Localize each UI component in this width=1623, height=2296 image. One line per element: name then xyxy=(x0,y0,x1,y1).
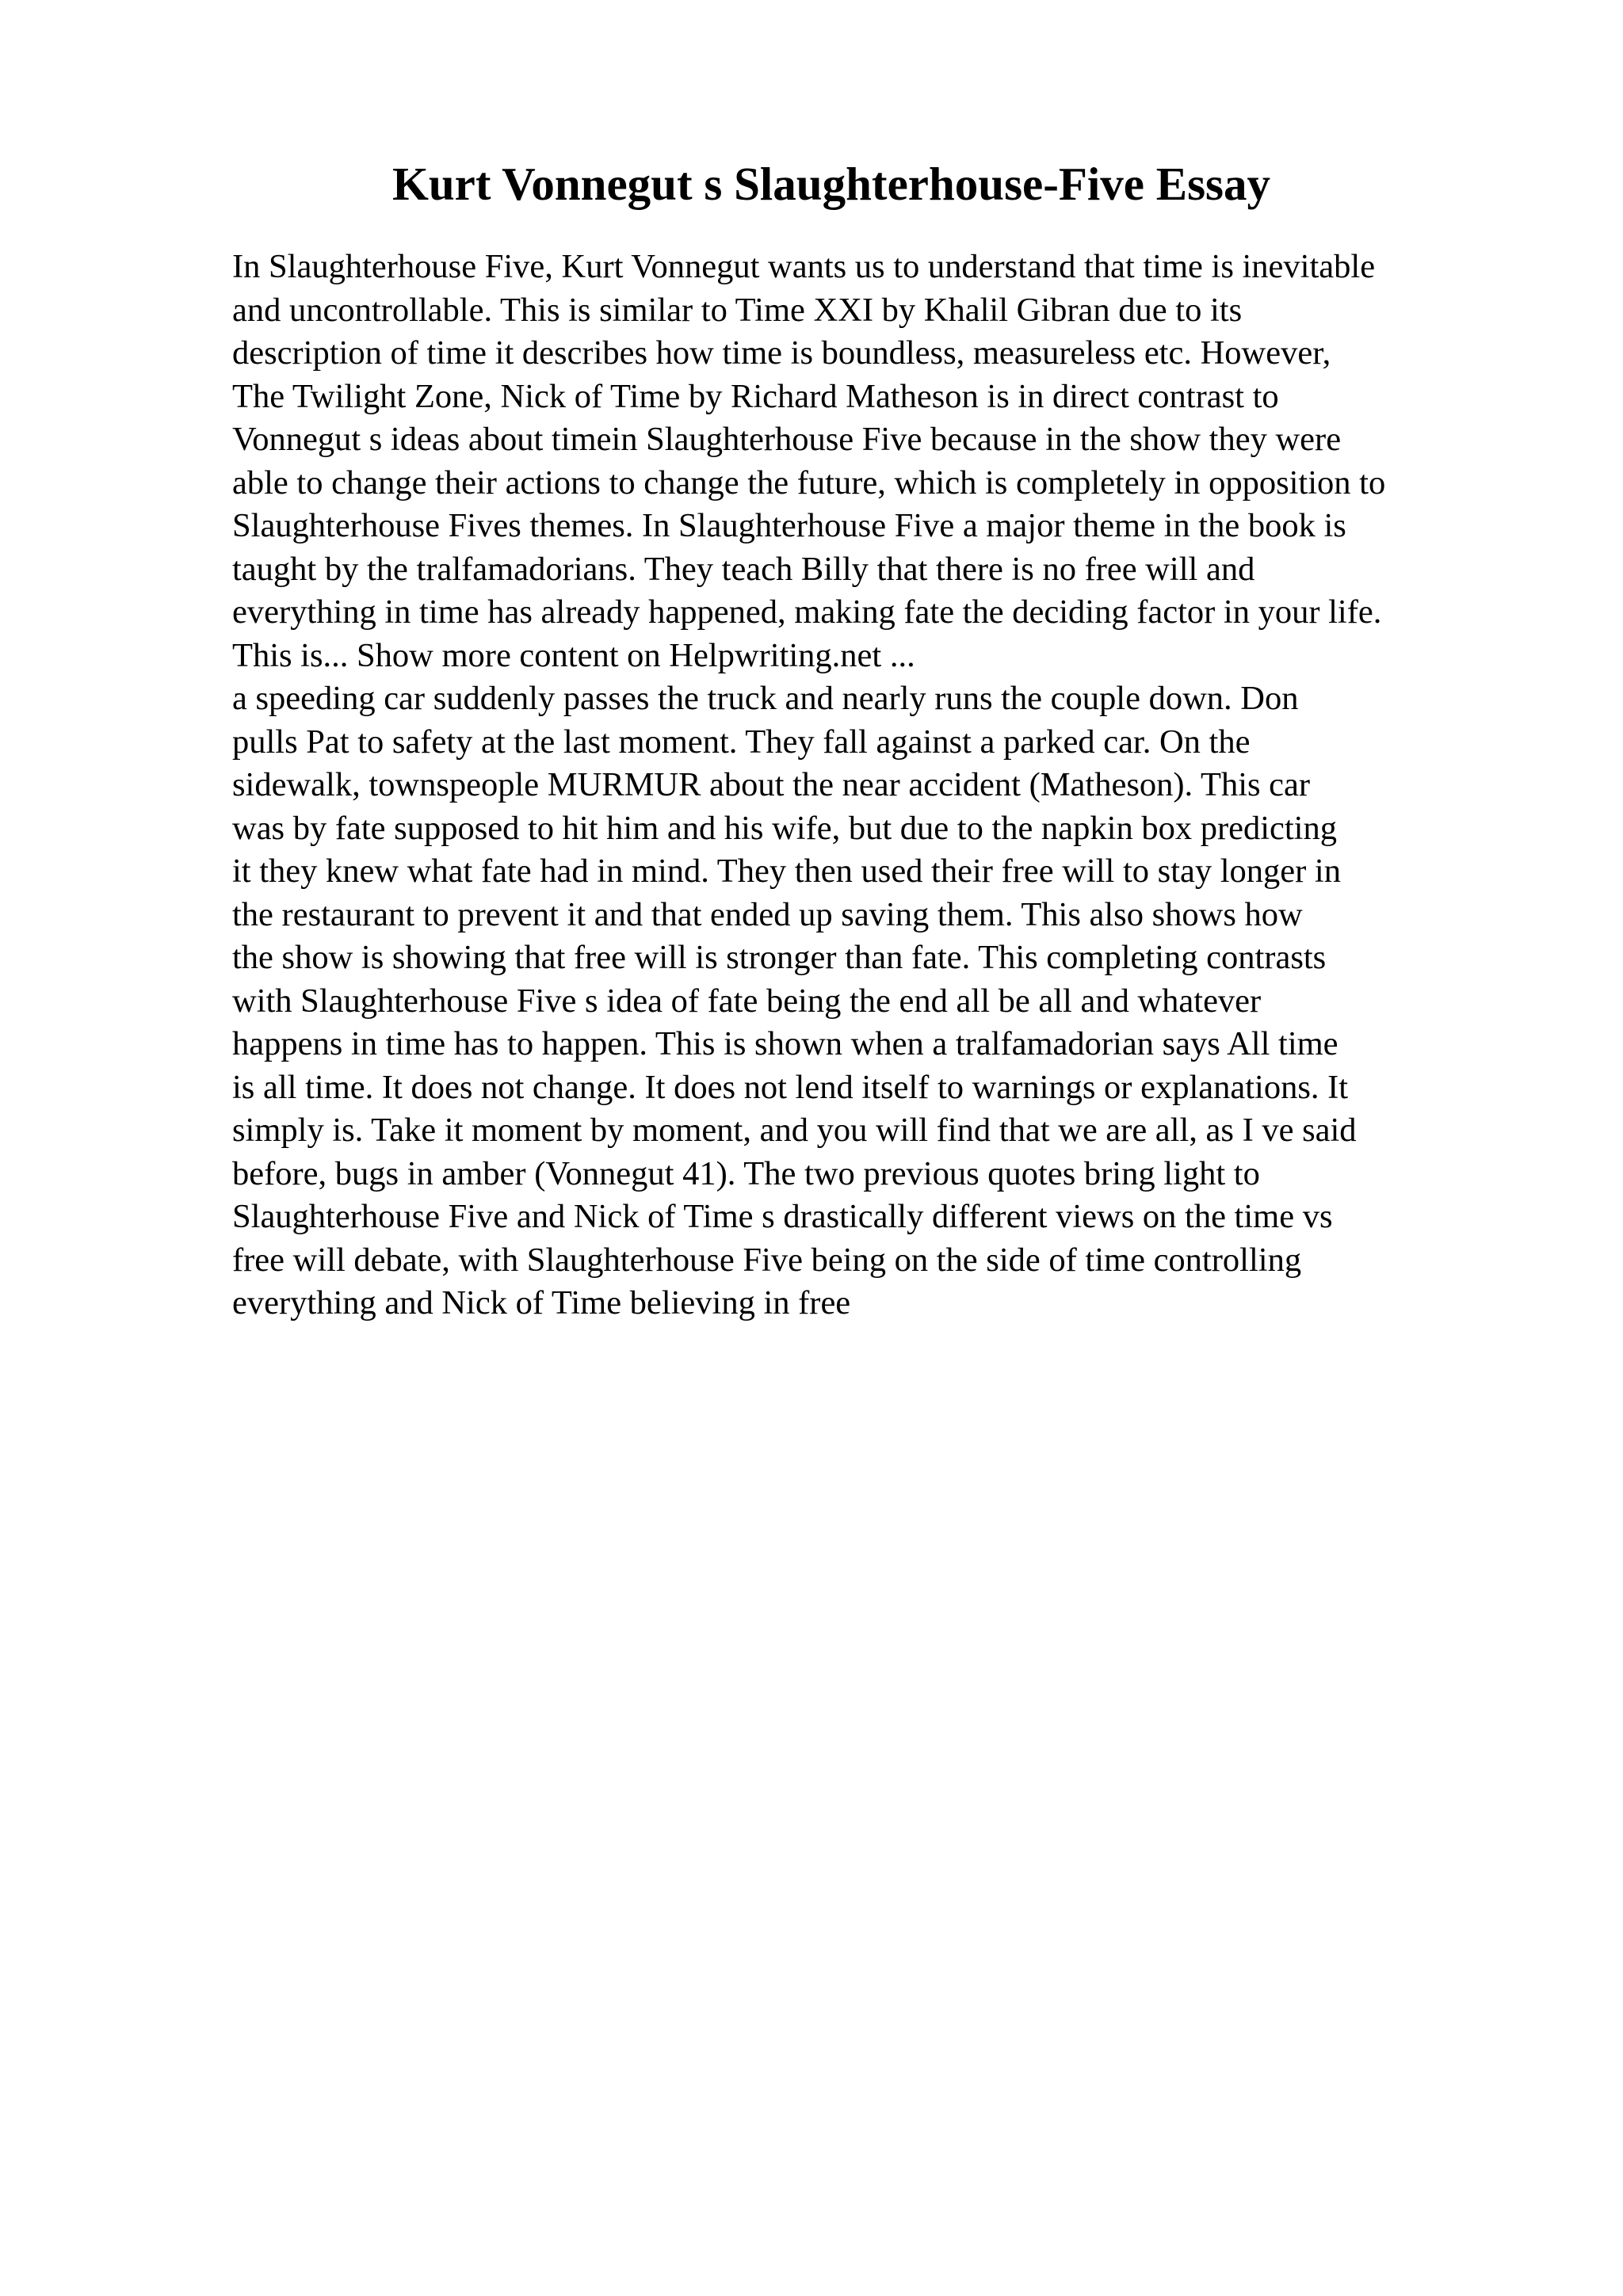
body-line: Slaughterhouse Fives themes. In Slaughterhouse Five a major theme in the book is xyxy=(232,507,1346,544)
body-line: is all time. It does not change. It does not lend itself to warnings or explanations. It xyxy=(232,1068,1349,1106)
body-line: free will debate, with Slaughterhouse Five being on the side of time controlling xyxy=(232,1241,1302,1279)
body-line: simply is. Take it moment by moment, and you will find that we are all, as I ve said xyxy=(232,1112,1357,1149)
body-line: Vonnegut s ideas about timein Slaughterhouse Five because in the show they were xyxy=(232,421,1342,458)
body-line: In Slaughterhouse Five, Kurt Vonnegut wants us to understand that time is inevitable xyxy=(232,248,1376,285)
body-line: the restaurant to prevent it and that ended up saving them. This also shows how xyxy=(232,895,1303,933)
body-line: The Twilight Zone, Nick of Time by Richard Matheson is in direct contrast to xyxy=(232,377,1279,415)
body-line: pulls Pat to safety at the last moment. They fall against a parked car. On the xyxy=(232,723,1251,761)
body-line: before, bugs in amber (Vonnegut 41). The two previous quotes bring light to xyxy=(232,1154,1260,1192)
body-line: a speeding car suddenly passes the truck and nearly runs the couple down. Don xyxy=(232,680,1299,717)
show-more-line: This is... Show more content on Helpwriting.net ... xyxy=(232,636,915,674)
body-line: and uncontrollable. This is similar to Time XXI by Khalil Gibran due to its xyxy=(232,291,1243,329)
body-line: with Slaughterhouse Five s idea of fate being the end all be all and whatever xyxy=(232,982,1262,1020)
body-line: it they knew what fate had in mind. They then used their free will to stay longer in xyxy=(232,852,1341,890)
essay-body xyxy=(232,246,1516,1325)
body-line: everything and Nick of Time believing in free xyxy=(232,1284,851,1322)
body-line: sidewalk, townspeople MURMUR about the near accident (Matheson). This car xyxy=(232,766,1311,803)
body-line: happens in time has to happen. This is shown when a tralfamadorian says All time xyxy=(232,1025,1338,1062)
body-line: the show is showing that free will is stronger than fate. This completing contrasts xyxy=(232,939,1327,976)
body-line: was by fate supposed to hit him and his wife, but due to the napkin box predicting xyxy=(232,809,1337,847)
body-line: description of time it describes how time is boundless, measureless etc. However, xyxy=(232,334,1331,372)
body-line: taught by the tralfamadorians. They teach Billy that there is no free will and xyxy=(232,550,1255,588)
body-line: able to change their actions to change the future, which is completely in opposition to xyxy=(232,463,1386,502)
document-title: Kurt Vonnegut s Slaughterhouse-Five Essay xyxy=(391,158,1271,210)
body-line: Slaughterhouse Five and Nick of Time s drastically different views on the time vs xyxy=(232,1198,1333,1235)
body-line: everything in time has already happened, making fate the deciding factor in your life. xyxy=(232,593,1382,631)
